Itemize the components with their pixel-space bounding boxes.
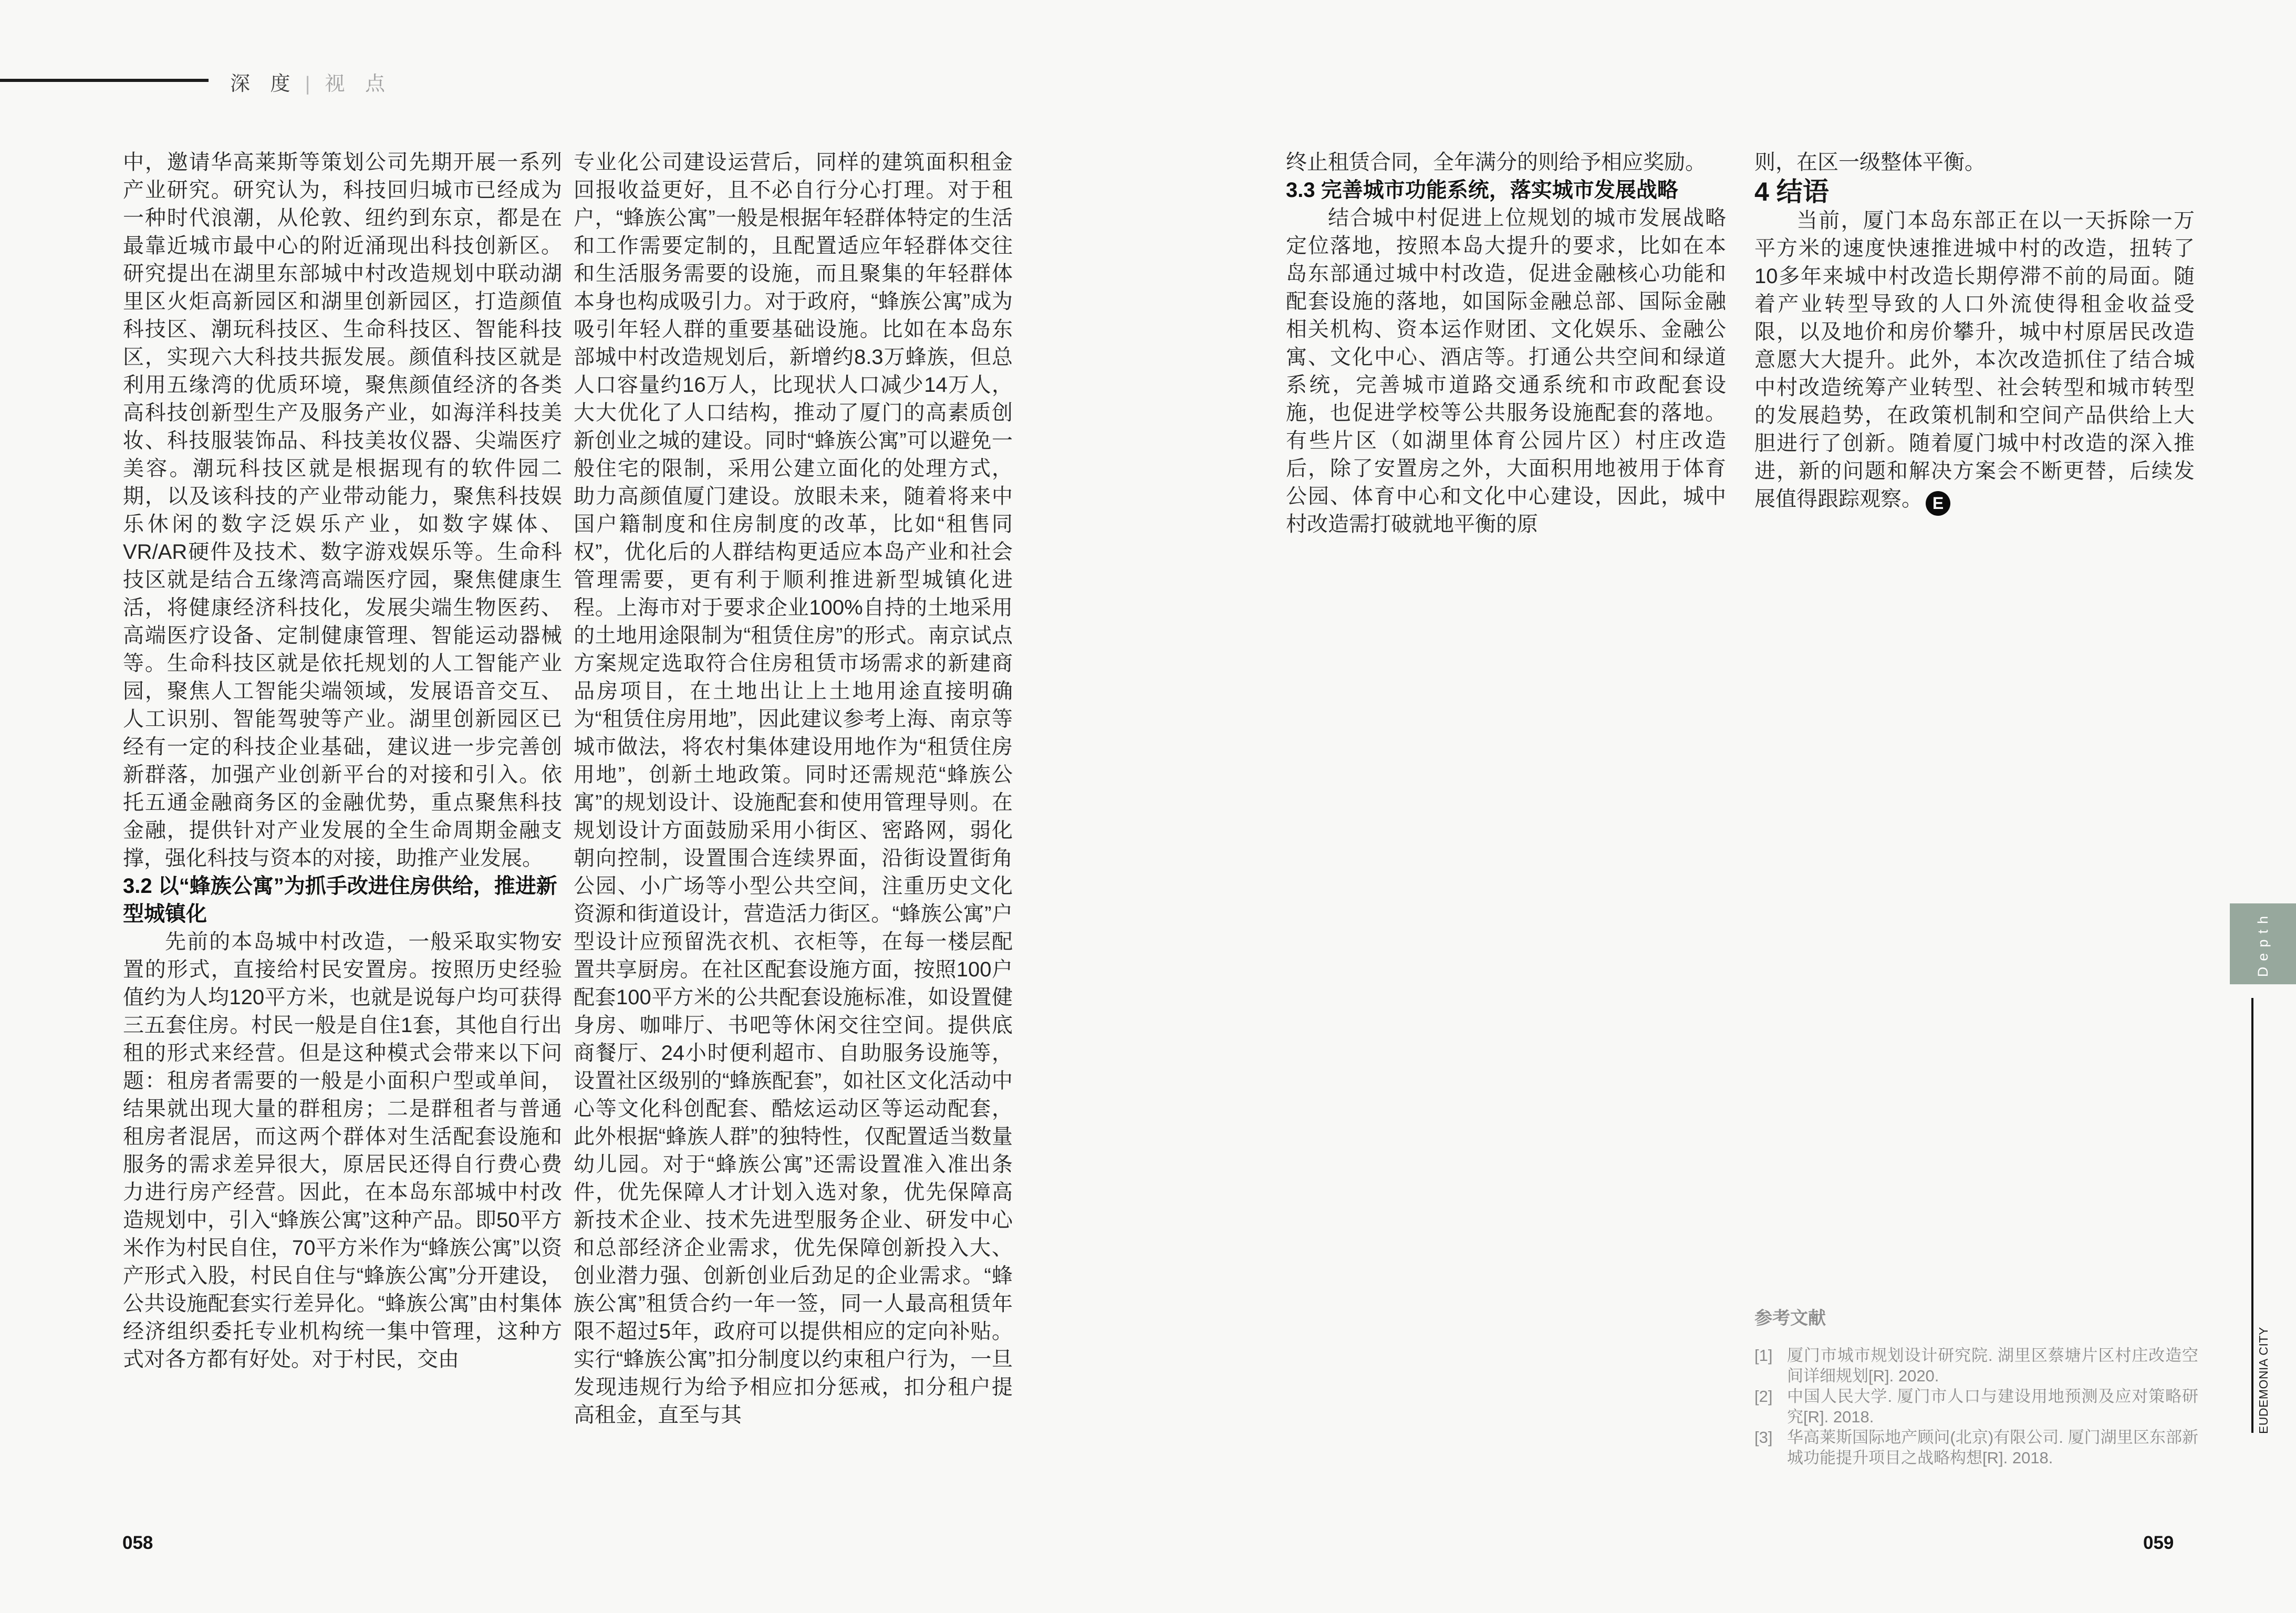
header-subsection-label: 视 点 xyxy=(325,73,392,95)
references-title: 参考文献 xyxy=(1754,1308,1826,1328)
body-paragraph: 中，邀请华高莱斯等策划公司先期开展一系列产业研究。研究认为，科技回归城市已经成为一种时代浪潮，从伦敦、纽约到东京，都是在最靠近城市最中心的附近涌现出科技创新区。研究提出在湖里东部城中村改造规划中联动湖里区火炬高新园区和湖里创新园区，打造颜值科技区、潮玩科技区、生命科技区、智能科技区，实现六大科技共振发展。颜值科技区就是利用五缘湾的优质环境，聚焦颜值经济的各类高科技创新型生产及服务产业，如海洋科技美妆、科技服装饰品、科技美妆仪器、尖端医疗美容。潮玩科技区就是根据现有的软件园二期，以及该科技的产业带动能力，聚焦科技娱乐休闲的数字泛娱乐产业，如数字媒体、VR/AR硬件及技术、数字游戏娱乐等。生命科技区就是结合五缘湾高端医疗园，聚焦健康生活，将健康经济科技化，发展尖端生物医药、高端医疗设备、定制健康管理、智能运动器械等。生命科技区就是依托规划的人工智能产业园，聚焦人工智能尖端领域，发展语音交互、人工识别、智能驾驶等产业。湖里创新园区已经有一定的科技企业基础，建议进一步完善创新群落，加强产业创新平台的对接和引入。依托五通金融商务区的金融优势，重点聚焦科技金融，提供针对产业发展的全生命周期金融支撑，强化科技与资本的对接，助推产业发展。 xyxy=(123,151,562,870)
section-edge-tab-label: Depth xyxy=(2255,910,2271,977)
reference-item xyxy=(1754,1345,2198,1386)
section-edge-tab xyxy=(2230,903,2296,984)
reference-item xyxy=(1754,1386,2198,1427)
text-column-1 xyxy=(123,149,562,1373)
body-paragraph xyxy=(1754,207,2195,516)
header-rule xyxy=(0,79,209,82)
reference-text: 中国人民大学. 厦门市人口与建设用地预测及应对策略研究[R]. 2018. xyxy=(1787,1387,2198,1426)
header-divider: | xyxy=(305,73,318,95)
header xyxy=(230,67,392,96)
body-paragraph: 终止租赁合同，全年满分的则给予相应奖励。 xyxy=(1286,151,1706,174)
body-paragraph: 结合城中村促进上位规划的城市发展战略定位落地，按照本岛大提升的要求，比如在本岛东部通过城中村改造，促进金融核心功能和配套设施的落地，如国际金融总部、国际金融相关机构、资本运作财团、文化娱乐、金融公寓、文化中心、酒店等。打通公共空间和绿道系统，完善城市道路交通系统和市政配套设施，也促进学校等公共服务设施配套的落地。有些片区（如湖里体育公园片区）村庄改造后，除了安置房之外，大面积用地被用于体育公园、体育中心和文化中心建设，因此，城中村改造需打破就地平衡的原 xyxy=(1286,206,1726,536)
end-of-article-icon: E xyxy=(1926,491,1950,516)
text-column-3 xyxy=(1286,149,1726,538)
body-paragraph: 专业化公司建设运营后，同样的建筑面积租金回报收益更好，且不必自行分心打理。对于租户，“蜂族公寓”一般是根据年轻群体特定的生活和工作需要定制的，且配置适应年轻群体交往和生活服务需要的设施，而且聚集的年轻群体本身也构成吸引力。对于政府，“蜂族公寓”成为吸引年轻人群的重要基础设施。比如在本岛东部城中村改造规划后，新增约8.3万蜂族，但总人口容量约16万人，比现状人口减少14万人，大大优化了人口结构，推动了厦门的高素质创新创业之城的建设。同时“蜂族公寓”可以避免一般住宅的限制，采用公建立面化的处理方式，助力高颜值厦门建设。放眼未来，随着将来中国户籍制度和住房制度的改革，比如“租售同权”，优化后的人群结构更适应本岛产业和社会管理需要，更有利于顺利推进新型城镇化进程。上海市对于要求企业100%自持的土地采用的土地用途限制为“租赁住房”的形式。南京试点方案规定选取符合住房租赁市场需求的新建商品房项目，在土地出让上土地用途直接明确为“租赁住房用地”，因此建议参考上海、南京等城市做法，将农村集体建设用地作为“租赁住房用地”，创新土地政策。同时还需规范“蜂族公寓”的规划设计、设施配套和使用管理导则。在规划设计方面鼓励采用小街区、密路网，弱化朝向控制，设置围合连续界面，沿街设置街角公园、小广场等小型公共空间，注重历史文化资源和街道设计，营造活力街区。“蜂族公寓”户型设计应预留洗衣机、衣柜等，在每一楼层配置共享厨房。在社区配套设施方面，按照100户配套100平方米的公共配套设施标准，如设置健身房、咖啡厅、书吧等休闲交往空间。提供底商餐厅、24小时便利超市、自助服务设施等，设置社区级别的“蜂族配套”，如社区文化活动中心等文化科创配套、酷炫运动区等运动配套，此外根据“蜂族人群”的独特性，仅配置适当数量幼儿园。对于“蜂族公寓”还需设置准入准出条件，优先保障人才计划入选对象，优先保障高新技术企业、技术先进型服务企业、研发中心和总部经济企业需求，优先保障创新投入大、创业潜力强、创新创业后劲足的企业需求。“蜂族公寓”租赁合约一年一签，同一人最高租赁年限不超过5年，政府可以提供相应的定向补贴。实行“蜂族公寓”扣分制度以约束租户行为，一旦发现违规行为给予相应扣分惩戒，扣分租户提高租金，直至与其 xyxy=(574,151,1013,1427)
reference-item xyxy=(1754,1427,2198,1468)
spine-rule xyxy=(2251,998,2253,1433)
reference-number: [1] xyxy=(1754,1346,1773,1365)
text-column-2 xyxy=(574,149,1013,1429)
text-column-4 xyxy=(1754,149,2195,516)
reference-number: [3] xyxy=(1754,1428,1773,1447)
section-heading-3-2: 3.2 以“蜂族公寓”为抓手改进住房供给，推进新型城镇化 xyxy=(123,875,557,925)
section-heading-3-3: 3.3 完善城市功能系统，落实城市发展战略 xyxy=(1286,179,1678,202)
reference-text: 厦门市城市规划设计研究院. 湖里区蔡塘片区村庄改造空间详细规划[R]. 2020. xyxy=(1787,1346,2198,1385)
page-number-left: 058 xyxy=(122,1533,153,1553)
body-paragraph: 则，在区一级整体平衡。 xyxy=(1754,151,1986,174)
section-heading-4: 4 结语 xyxy=(1754,177,1829,206)
page-number-right: 059 xyxy=(2143,1533,2174,1553)
reference-text: 华高莱斯国际地产顾问(北京)有限公司. 厦门湖里区东部新城功能提升项目之战略构想[R]. 2018. xyxy=(1787,1428,2198,1467)
references-section xyxy=(1754,1304,2198,1468)
spine-magazine-title: EUDEMONIA CITY xyxy=(2257,1327,2270,1434)
body-paragraph-text: 当前，厦门本岛东部正在以一天拆除一万平方米的速度快速推进城中村的改造，扭转了10多年来城中村改造长期停滞不前的局面。随着产业转型导致的人口外流使得租金收益受限，以及地价和房价攀升，城中村原居民改造意愿大大提升。此外，本次改造抓住了结合城中村改造统筹产业转型、社会转型和城市转型的发展趋势，在政策机制和空间产品供给上大胆进行了创新。随着厦门城中村改造的深入推进，新的问题和解决方案会不断更替，后续发展值得跟踪观察。 xyxy=(1754,209,2195,511)
reference-number: [2] xyxy=(1754,1387,1773,1406)
header-section-label: 深 度 xyxy=(230,73,298,95)
body-paragraph: 先前的本岛城中村改造，一般采取实物安置的形式，直接给村民安置房。按照历史经验值约为人均120平方米，也就是说每户均可获得三五套住房。村民一般是自住1套，其他自行出租的形式来经营。但是这种模式会带来以下问题：租房者需要的一般是小面积户型或单间，结果就出现大量的群租房；二是群租者与普通租房者混居，而这两个群体对生活配套设施和服务的需求差异很大，原居民还得自行费心费力进行房产经营。因此，在本岛东部城中村改造规划中，引入“蜂族公寓”这种产品。即50平方米作为村民自住，70平方米作为“蜂族公寓”以资产形式入股，村民自住与“蜂族公寓”分开建设，公共设施配套实行差异化。“蜂族公寓”由村集体经济组织委托专业机构统一集中管理，这种方式对各方都有好处。对于村民，交由 xyxy=(123,930,562,1371)
